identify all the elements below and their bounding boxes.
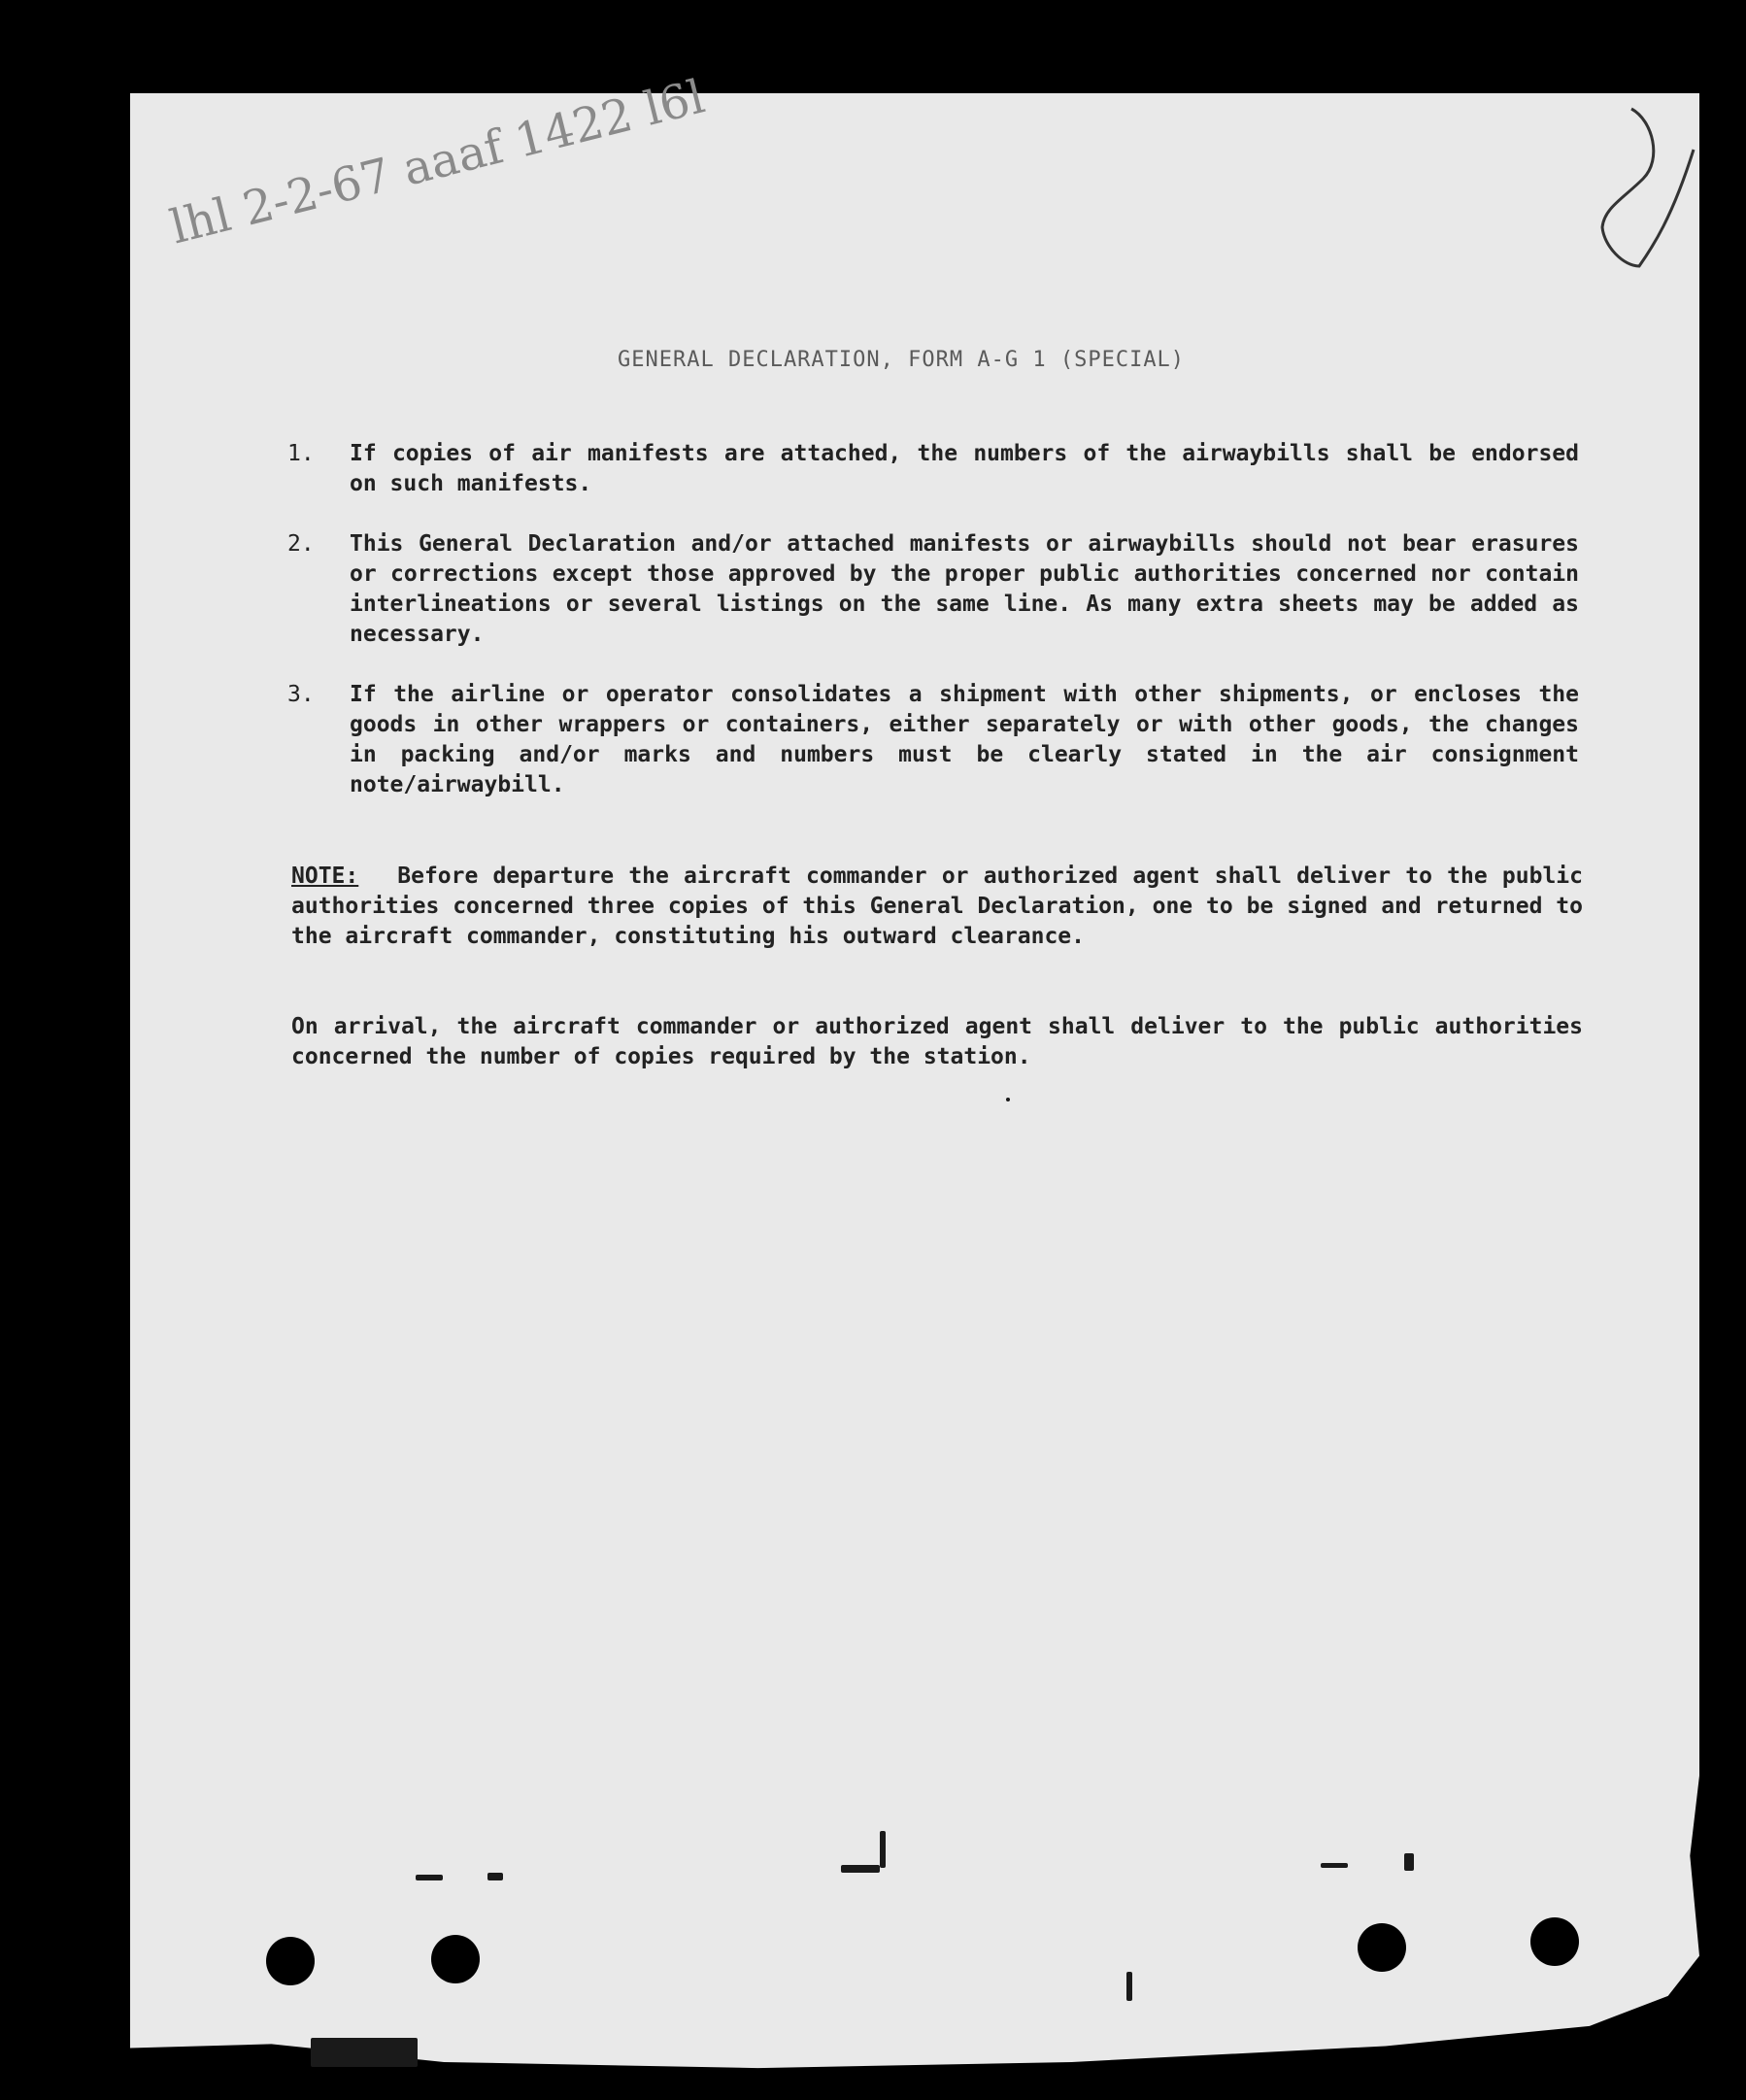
item-text: If copies of air manifests are attached, the numbers of the airwaybills shall be endorsed on such manifests. <box>350 441 1579 496</box>
item-text: If the airline or operator consolidates a shipment with other shipments, or encloses the goods in other wrappers or containers, either separately or with other goods, the changes in packing and/or marks and numbers must be clearly stated in the air consignment note/airwaybill. <box>350 682 1579 797</box>
ink-speck <box>1404 1853 1414 1871</box>
item-number: 3. <box>287 682 315 707</box>
item-text: This General Declaration and/or attached manifests or airwaybills should not bear erasures or corrections except those approved by the proper public authorities concerned nor contain interlineations or several listings on the same line. As many extra sheets may be added as necessary. <box>350 531 1579 647</box>
punch-hole <box>266 1937 315 1985</box>
note-text: Before departure the aircraft commander or authorized agent shall deliver to the public authorities concerned three copies of this General Declaration, one to be signed and returned to the aircraft commander, constituting his outward clearance. <box>291 864 1583 949</box>
list-item <box>287 680 1579 800</box>
document-page <box>130 93 1699 2096</box>
ink-speck <box>1321 1863 1348 1868</box>
ink-speck <box>487 1873 503 1880</box>
note-label: NOTE: <box>291 864 359 889</box>
item-number: 1. <box>287 441 315 466</box>
arrival-text: On arrival, the aircraft commander or authorized agent shall deliver to the public authorities concerned the number of copies required by the station. <box>291 1014 1583 1069</box>
ink-speck <box>880 1831 886 1868</box>
list-item <box>287 529 1579 650</box>
ink-speck <box>1126 1972 1132 2001</box>
punch-hole <box>431 1935 480 1983</box>
list-item <box>287 439 1579 499</box>
handwritten-note: lhl 2-2-67 aaaf 1422 l6l <box>165 69 711 255</box>
punch-hole <box>1530 1917 1579 1966</box>
ink-speck <box>416 1875 443 1880</box>
document-title: GENERAL DECLARATION, FORM A-G 1 (SPECIAL) <box>618 348 1186 372</box>
item-number: 2. <box>287 531 315 557</box>
punch-hole <box>1358 1923 1406 1972</box>
note-paragraph <box>291 862 1583 952</box>
arrival-paragraph <box>291 1012 1583 1072</box>
ink-speck <box>841 1865 880 1873</box>
ink-speck <box>1006 1098 1010 1101</box>
corner-pencil-mark <box>1585 101 1701 276</box>
paper-tear <box>311 2038 418 2067</box>
